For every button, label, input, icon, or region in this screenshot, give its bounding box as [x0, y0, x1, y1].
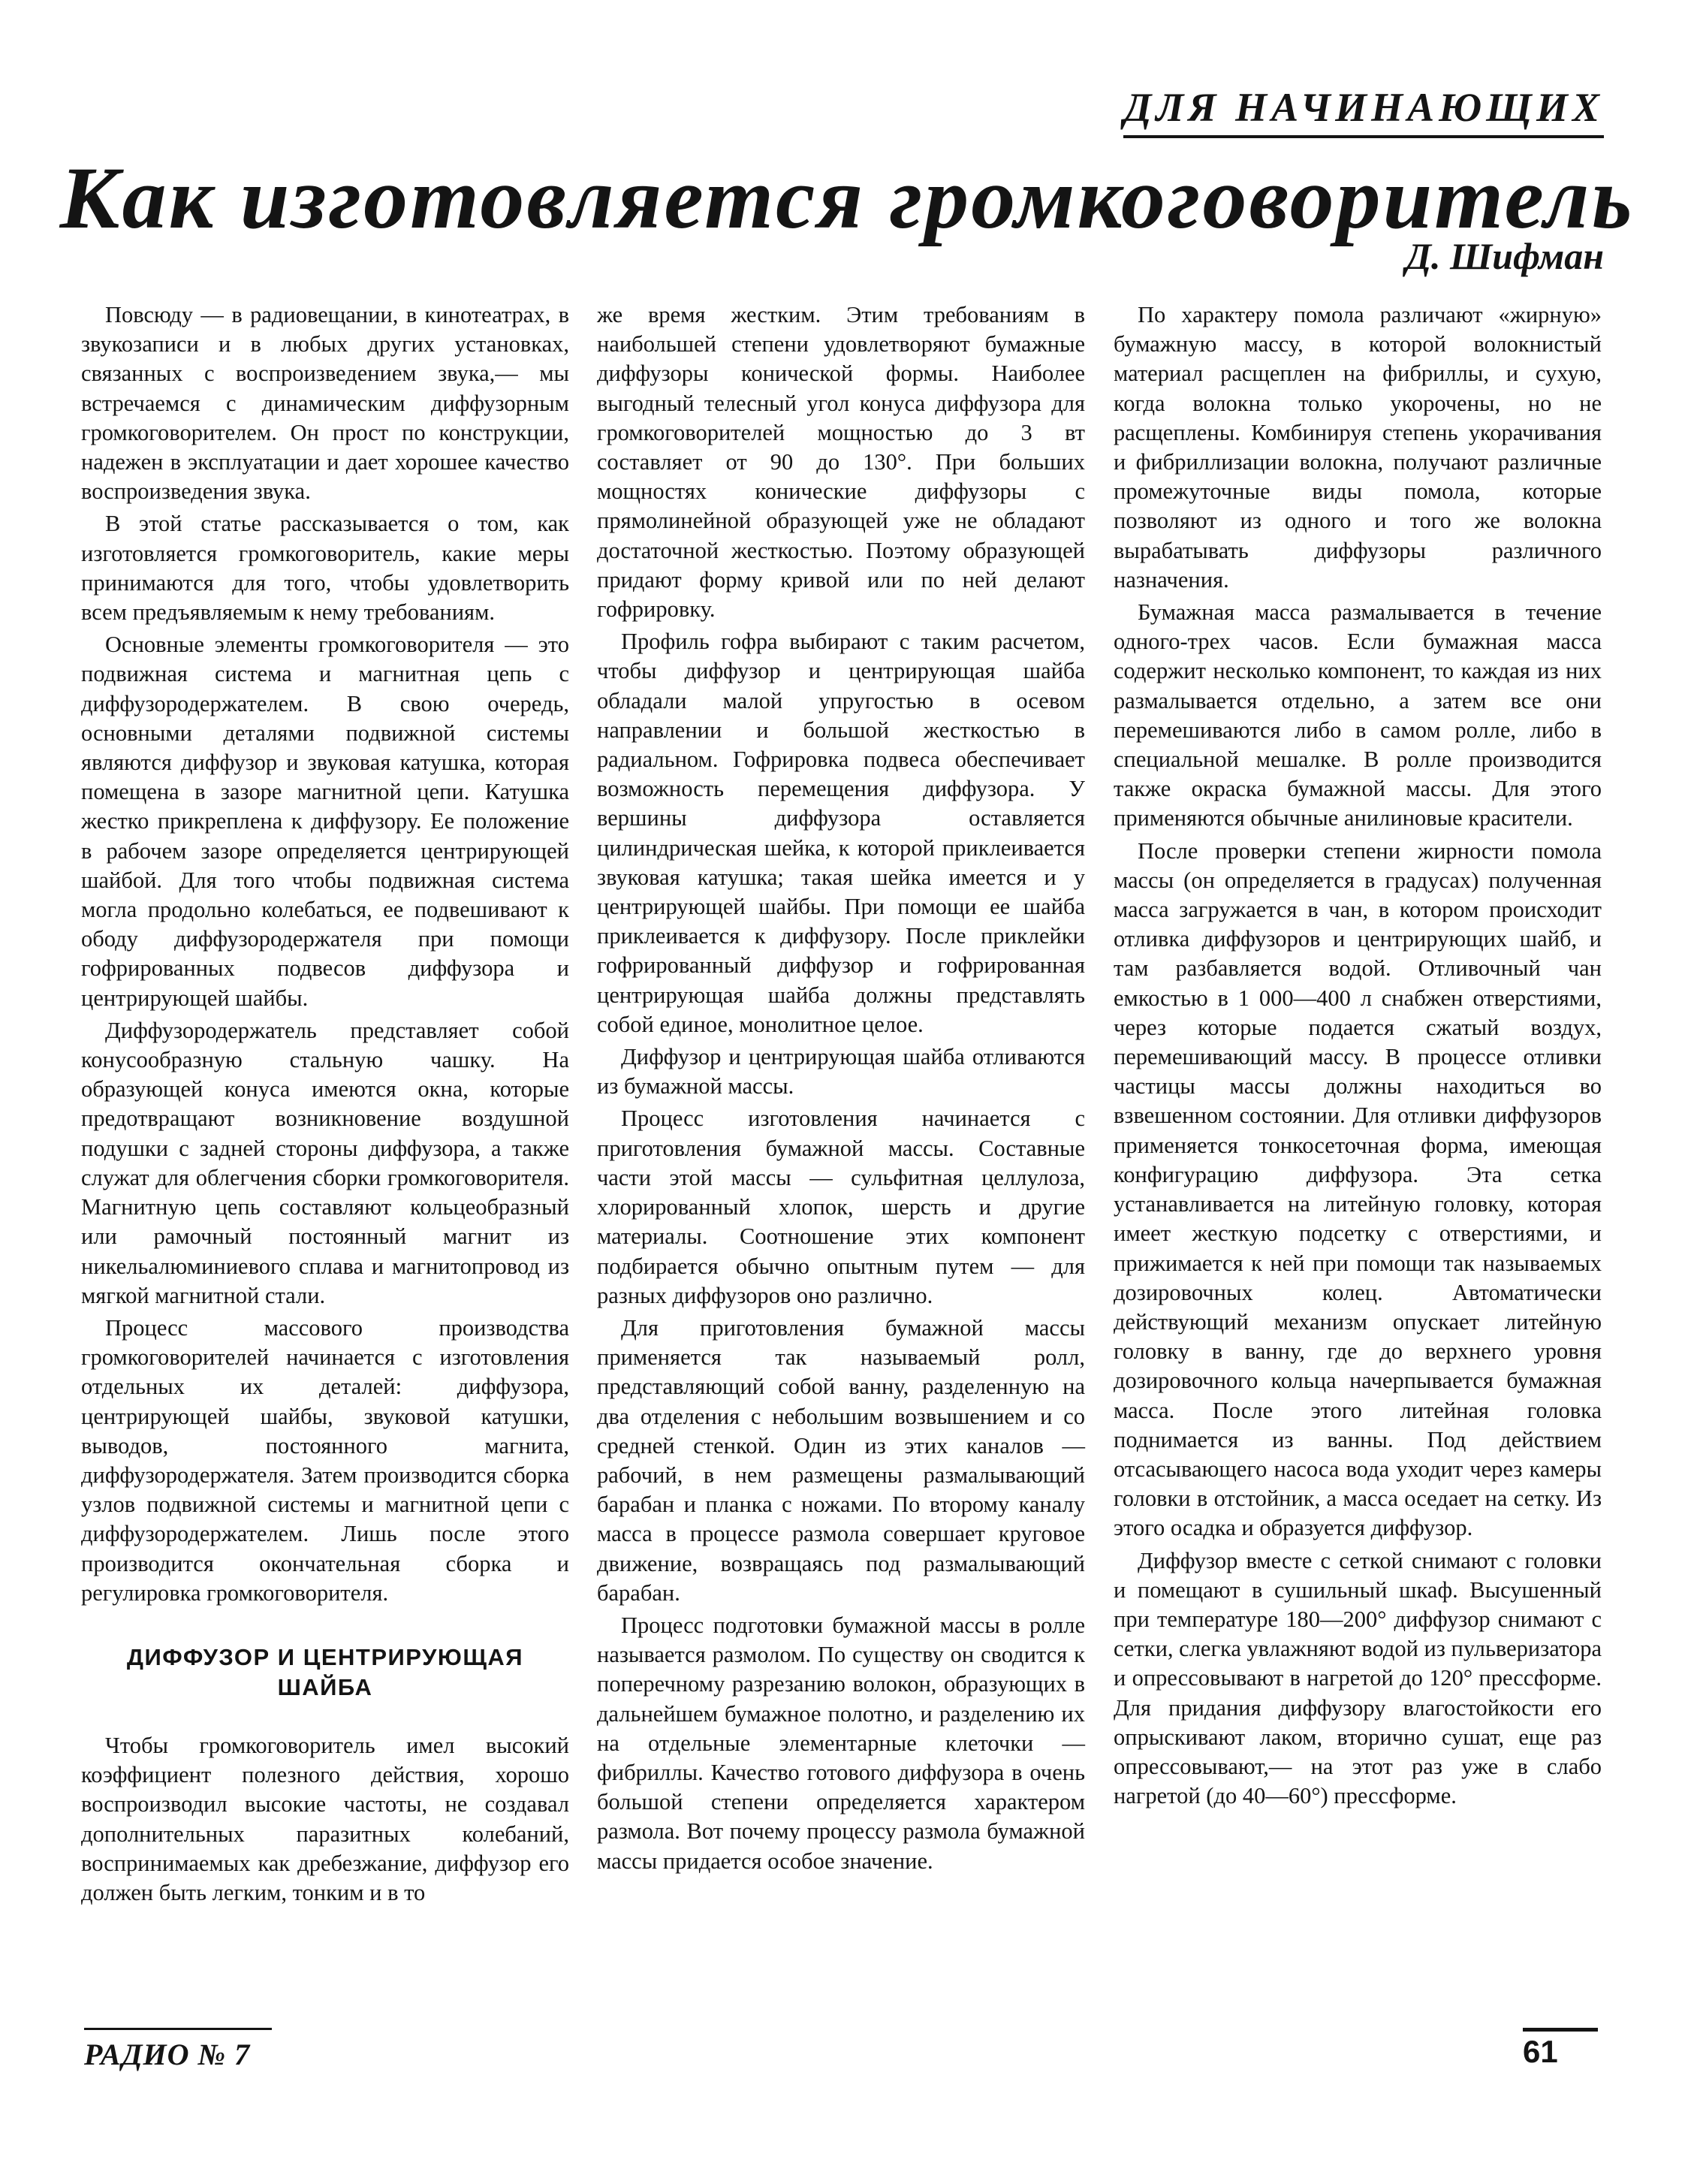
paragraph: Бумажная масса размалывается в течение одного-трех часов. Если бумажная масса содержит несколько компонент, то каждая из них размалывается отдельно, а затем все они перемешиваются либо в самом ролле, либо в специальной мешалке. В ролле производится также окраска бумажной массы. Для этого применяются обычные анилиновые красители.: [1114, 599, 1602, 831]
page-number: 61: [1523, 2034, 1558, 2069]
footer-rule-left: [84, 2028, 272, 2030]
paragraph: Чтобы громкоговоритель имел высокий коэффициент полезного действия, хорошо воспроизводил высокие частоты, не создавал дополнительных паразитных колебаний, воспринимаемых как дребезжание, диффузор его должен быть легким, тонким и в то: [81, 1732, 569, 1905]
text-column-1: [81, 300, 569, 1911]
paragraph: Процесс массового производства громкоговорителей начинается с изготовления отдельных их деталей: диффузора, центрирующей шайбы, звуковой катушки, выводов, постоянного магнита, диффузородержателя. Затем производится сборка узлов подвижной системы и магнитной цепи с диффузородержателем. Лишь после этого производится окончательная сборка и регулировка громкоговорителя.: [81, 1314, 569, 1606]
article-title: Как изготовляется громкоговоритель: [59, 149, 1635, 247]
text-column-3: [1114, 300, 1602, 1814]
paragraph: Профиль гофра выбирают с таким расчетом, чтобы диффузор и центрирующая шайба обладали малой упругостью в осевом направлении и большой жесткостью в радиальном. Гофрировка подвеса обеспечивает возможность перемещения диффузора. У вершины диффузора оставляется цилиндрическая шейка, к которой приклеивается звуковая катушка; такая шейка имеется и у центрирующей шайбы. При помощи ее шайба приклеивается к диффузору. После приклейки гофрированный диффузор и гофрированная центрирующая шайба должны представлять собой единое, монолитное целое.: [597, 629, 1085, 1037]
paragraph: После проверки степени жирности помола массы (он определяется в градусах) полученная масса загружается в чан, в котором происходит отливка диффузоров и центрирующих шайб, и там разбавляется водой. Отливочный чан емкостью в 1 000—400 л снабжен отверстиями, через которые подается сжатый воздух, перемешивающий массу. В процессе отливки частицы массы должны находиться во взвешенном состоянии. Для отливки диффузоров применяется тонкосеточная форма, имеющая конфигурацию диффузора. Эта сетка устанавливается на литейную головку, которая имеет жесткую подсетку с отверстиями, и прижимается к ней при помощи так называемых дозировочных колец. Автоматически действующий механизм опускает литейную головку в ванну, где до верхнего уровня дозировочного кольца начерпывается бумажная масса. После этого литейная головка поднимается из ванны. Под действием отсасывающего насоса вода уходит через камеры головки в отстойник, а масса оседает на сетку. Из этого осадка и образуется диффузор.: [1114, 837, 1602, 1541]
paragraph: Процесс подготовки бумажной массы в ролле называется размолом. По существу он сводится к поперечному разрезанию волокон, образующих в дальнейшем бумажное полотно, и разделению их на отдельные элементарные клеточки — фибриллы. Качество готового диффузора в очень большой степени определяется характером размола. Вот почему процессу размола бумажной массы придается особое значение.: [597, 1612, 1085, 1874]
paragraph: же время жестким. Этим требованиям в наибольшей степени удовлетворяют бумажные диффузоры конической формы. Наиболее выгодный телесный угол конуса диффузора для громкоговорителей мощностью до 3 вт составляет от 90 до 130°. При больших мощностях конические диффузоры с прямолинейной образующей уже не обладают достаточной жесткостью. Поэтому образующей придают форму кривой или по ней делают гофрировку.: [597, 302, 1085, 623]
article-author: Д. Шифман: [1405, 235, 1604, 277]
footer-rule-right: [1523, 2028, 1598, 2032]
paragraph: Для приготовления бумажной массы применяется так называемый ролл, представляющий собой ванну, разделенную на два отделения с небольшим возвышением и со средней стенкой. Один из этих каналов — рабочий, в нем размещены размалывающий барабан и планка с ножами. По второму каналу масса в процессе размола совершает круговое движение, возвращаясь под размалывающий барабан.: [597, 1314, 1085, 1606]
paragraph: В этой статье рассказывается о том, как изготовляется громкоговоритель, какие меры принимаются для того, чтобы удовлетворить всем предъявляемым к нему требованиям.: [81, 511, 569, 626]
paragraph: Процесс изготовления начинается с приготовления бумажной массы. Составные части этой массы — сульфитная целлулоза, хлорированный хлопок, шерсть и другие материалы. Соотношение этих компонент подбирается обычно опытным путем — для разных диффузоров оно различно.: [597, 1106, 1085, 1308]
paragraph: Повсюду — в радиовещании, в кинотеатрах, в звукозаписи и в любых других установках, связанных с воспроизведением звука,— мы встречаемся с динамическим диффузорным громкоговорителем. Он прост по конструкции, надежен в эксплуатации и дает хорошее качество воспроизведения звука.: [81, 302, 569, 505]
section-rubric: ДЛЯ НАЧИНАЮЩИХ: [1123, 84, 1604, 138]
paragraph: По характеру помола различают «жирную» бумажную массу, в которой волокнистый материал расщеплен на фибриллы, и сухую, когда волокна только укорочены, но не расщеплены. Комбинируя степень укорачивания и фибриллизации волокна, получают различные промежуточные виды помола, которые позволяют из одного и того же волокна вырабатывать диффузоры различного назначения.: [1114, 302, 1602, 593]
text-column-2: [597, 300, 1085, 1879]
section-subheading: ДИФФУЗОР И ЦЕНТРИРУЮЩАЯ ШАЙБА: [126, 1643, 524, 1700]
paragraph: Диффузородержатель представляет собой конусообразную стальную чашку. На образующей конуса имеются окна, которые предотвращают возникновение воздушной подушки с задней стороны диффузора, а также служат для облегчения сборки громкоговорителя. Магнитную цепь составляют кольцеобразный или рамочный постоянный магнит из никельалюминиевого сплава и магнитопровод из мягкой магнитной стали.: [81, 1017, 569, 1308]
paragraph: Диффузор и центрирующая шайба отливаются из бумажной массы.: [597, 1044, 1085, 1100]
paragraph: Основные элементы громкоговорителя — это подвижная система и магнитная цепь с диффузородержателем. В свою очередь, основными деталями подвижной системы являются диффузор и звуковая катушка, которая помещена в зазоре магнитной цепи. Катушка жестко прикреплена к диффузору. Ее положение в рабочем зазоре определяется центрирующей шайбой. Для того чтобы подвижная система могла продольно колебаться, ее подвешивают к ободу диффузородержателя при помощи гофрированных подвесов диффузора и центрирующей шайбы.: [81, 632, 569, 1011]
paragraph: Диффузор вместе с сеткой снимают с головки и помещают в сушильный шкаф. Высушенный при температуре 180—200° диффузор снимают с сетки, слегка увлажняют водой из пульверизатора и опрессовывают в нагретой до 120° прессформе. Для придания диффузору влагостойкости его опрыскивают лаком, вторично сушат, еще раз опрессовывают,— на этот раз уже в слабо нагретой (до 40—60°) прессформе.: [1114, 1547, 1602, 1809]
magazine-issue: РАДИО № 7: [84, 2038, 251, 2071]
